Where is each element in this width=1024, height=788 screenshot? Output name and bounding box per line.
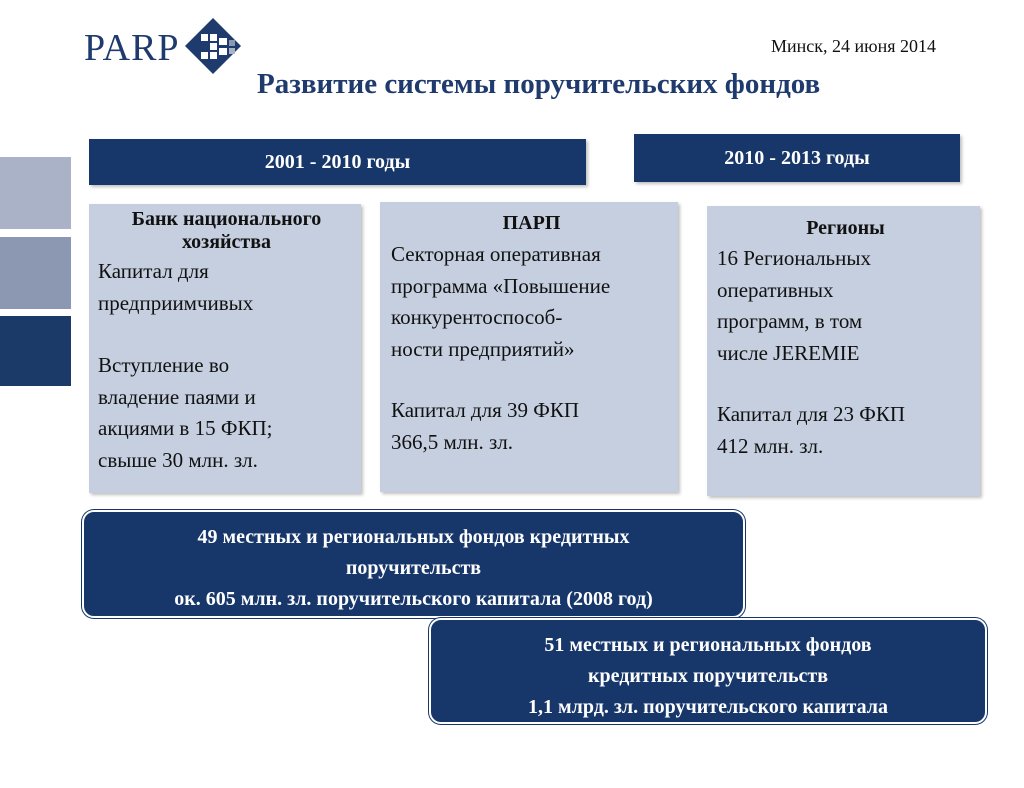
box-text-line: числе JEREMIE: [717, 340, 860, 365]
box-text-line: владение паями и: [98, 384, 256, 409]
box-text-line: программ, в том: [717, 309, 863, 333]
box-text-line: Вступление во: [98, 353, 230, 377]
box-text-line: акциями в 15 ФКП;: [98, 416, 273, 440]
summary-2013: [429, 618, 987, 724]
box-heading-line: хозяйства: [181, 231, 272, 253]
date-location: Минск, 24 июня 2014: [771, 36, 936, 56]
decor-stripe-light: [0, 157, 71, 229]
parp-logo: [84, 14, 244, 74]
summary-2008: [82, 510, 745, 618]
box-text-line: Капитал для 39 ФКП: [391, 398, 580, 422]
page-title: Развитие системы поручительских фондов: [257, 68, 821, 100]
box-national-bank: [89, 204, 361, 493]
box-text-line: 16 Региональных: [717, 246, 871, 270]
logo-diamond-icon: [185, 18, 241, 74]
box-heading-line: Банк национального: [131, 208, 322, 230]
box-text-line: предприимчивых: [98, 290, 254, 315]
summary-line: кредитных поручительств: [587, 665, 829, 687]
period-header-2010-2013: [634, 134, 960, 182]
period-header-2001-2010: [89, 139, 586, 185]
box-text-line: Капитал для 23 ФКП: [717, 402, 906, 426]
summary-line: 49 местных и региональных фондов кредитных: [197, 526, 630, 548]
summary-line: 51 местных и региональных фондов: [544, 634, 872, 656]
decor-stripe-dark: [0, 316, 71, 386]
logo-text: PARP: [84, 27, 180, 69]
box-heading: ПАРП: [502, 212, 561, 234]
box-text-line: 412 млн. зл.: [717, 433, 824, 458]
period-label: 2001 - 2010 годы: [264, 150, 411, 173]
box-text-line: свыше 30 млн. зл.: [98, 447, 258, 472]
summary-line: ок. 605 млн. зл. поручительского капитала (2008 год): [174, 588, 653, 610]
box-text-line: оперативных: [717, 277, 834, 302]
summary-line: поручительств: [345, 557, 482, 579]
box-text-line: конкурентоспособ-: [391, 305, 563, 329]
box-regions: [707, 206, 980, 496]
period-label: 2010 - 2013 годы: [724, 146, 870, 169]
summary-line: 1,1 млрд. зл. поручительского капитала: [528, 696, 888, 718]
box-text-line: Капитал для: [98, 259, 209, 283]
box-heading: [98, 208, 355, 254]
box-text-line: ности предприятий»: [391, 336, 575, 361]
box-text-line: программа «Повышение: [391, 273, 611, 298]
decor-stripe-mid: [0, 237, 71, 309]
box-text-line: Секторная оперативная: [391, 242, 601, 266]
box-heading: Регионы: [806, 217, 885, 239]
box-parp: [380, 202, 678, 492]
box-text-line: 366,5 млн. зл.: [391, 429, 514, 454]
